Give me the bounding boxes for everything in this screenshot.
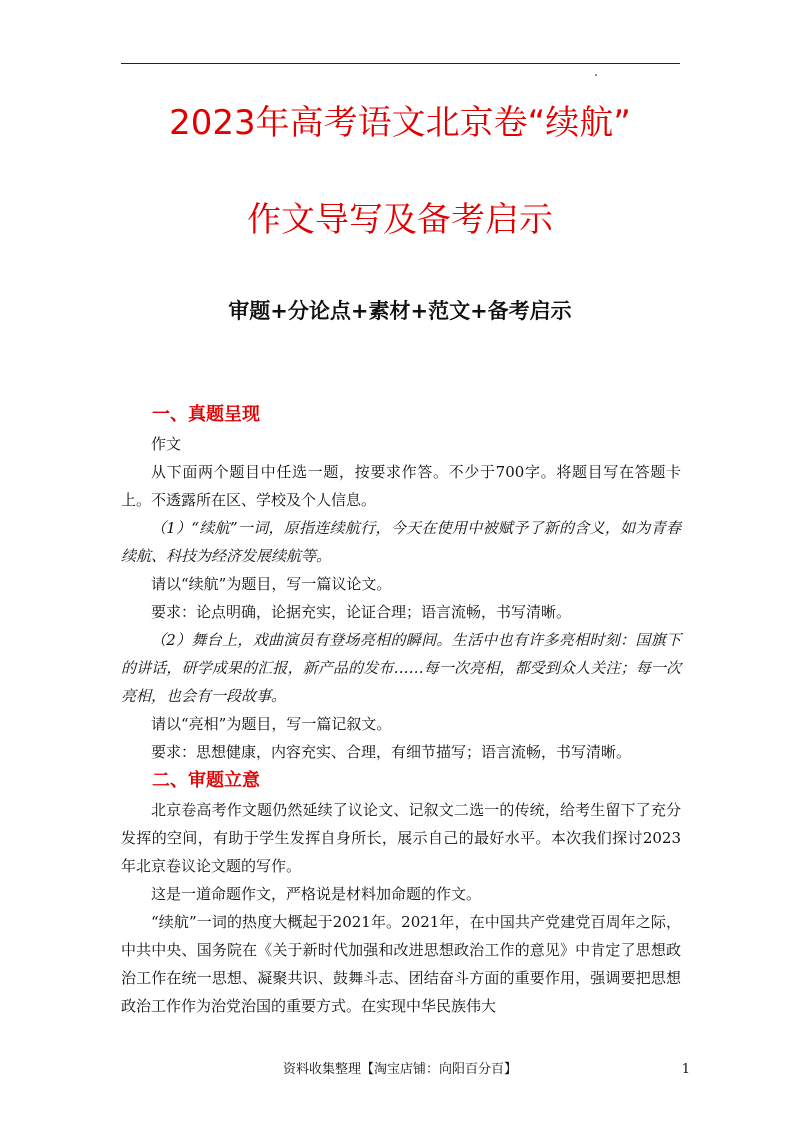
paragraph: 要求：思想健康，内容充实、合理，有细节描写；语言流畅，书写清晰。 [151,743,632,761]
paragraph: 北京卷高考作文题仍然延续了议论文、记叙文二选一的传统，给考生留下了充分发挥的空间，有助于学生发挥自身所长，展示自己的最好水平。本次我们探讨2023年北京卷议论文题的写作。 [121,801,681,875]
section-heading-2: 二、审题立意 [152,770,260,791]
footer-text: 资料收集整理【淘宝店铺：向阳百分百】 [282,1062,517,1077]
paragraph: 作文 [151,435,182,453]
paragraph: 要求：论点明确，论据充实，论证合理；语言流畅，书写清晰。 [151,603,572,621]
paragraph: 这是一道命题作文，严格说是材料加命题的作文。 [151,885,482,903]
paragraph: 从下面两个题目中任选一题，按要求作答。不少于700字。将题目写在答题卡上。不透露所在区、学校及个人信息。 [121,463,681,509]
subtitle: 审题+分论点+素材+范文+备考启示 [228,299,572,323]
header-dot [595,74,597,76]
paragraph: 请以“亮相”为题目，写一篇记叙文。 [151,715,392,733]
main-content [121,400,681,1020]
page-number: 1 [681,1062,690,1077]
title-line-1: 2023年高考语文北京卷“续航” [169,103,631,143]
title-line-2: 作文导写及备考启示 [247,200,553,240]
paragraph: （1）“续航”一词，原指连续航行，今天在使用中被赋予了新的含义，如为青春续航、科技为经济发展续航等。 [121,519,681,565]
header-rule [121,63,680,64]
paragraph: “续航”一词的热度大概起于2021年。2021年，在中国共产党建党百周年之际，中共中央、国务院在《关于新时代加强和改进思想政治工作的意见》中肯定了思想政治工作在统一思想、凝聚共识、鼓舞斗志、团结奋斗方面的重要作用，强调要把思想政治工作作为治党治国的重要方式。在实现中华民族伟大 [121,913,681,1015]
section-heading-1: 一、真题呈现 [152,404,260,425]
paragraph: 请以“续航”为题目，写一篇议论文。 [151,575,392,593]
paragraph: （2）舞台上，戏曲演员有登场亮相的瞬间。生活中也有许多亮相时刻：国旗下的讲话，研学成果的汇报，新产品的发布……每一次亮相，都受到众人关注；每一次亮相，也会有一段故事。 [121,631,681,705]
